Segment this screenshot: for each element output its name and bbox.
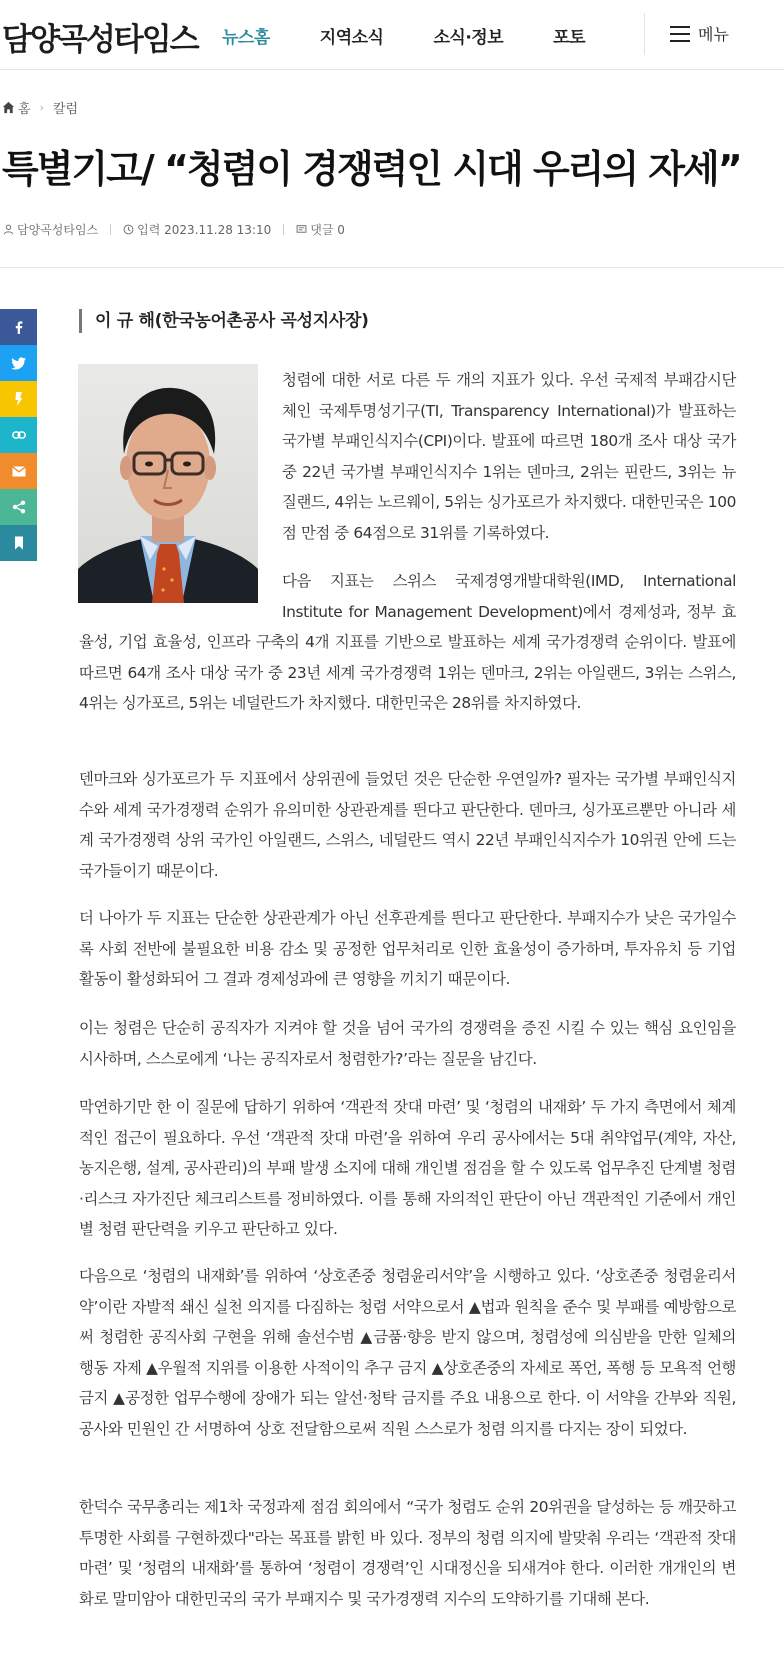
- share-twitter-button[interactable]: [0, 345, 37, 381]
- breadcrumb-separator: ›: [39, 101, 44, 114]
- breadcrumb-home[interactable]: 홈: [18, 102, 31, 117]
- facebook-icon: [12, 320, 26, 334]
- nav-item-photo[interactable]: 포토: [553, 27, 585, 48]
- share-more-button[interactable]: [0, 489, 37, 525]
- share-facebook-button[interactable]: [0, 309, 37, 345]
- user-icon: [3, 224, 14, 235]
- article-paragraph: 청렴에 대한 서로 다른 두 개의 지표가 있다. 우선 국제적 부패감시단체인 국제투명성기구(TI, Transparency International)가 발표하는 국가별 부패인식지수(CPI)이다. 발표에 따르면 180개 조사 대상 국가 중 22년 국가별 부패인식지수 1위는 덴마크, 2위는 핀란드, 3위는 뉴질랜드, 4위는 노르웨이, 5위는 싱가포르가 차지했다. 대한민국은 100점 만점 중 64점으로 31위를 기록하였다.: [282, 371, 736, 542]
- share-link-button[interactable]: [0, 417, 37, 453]
- hamburger-icon: [670, 26, 690, 42]
- article-paragraph: [79, 566, 736, 719]
- breadcrumb-section[interactable]: 칼럼: [52, 102, 79, 117]
- meta-comments[interactable]: [296, 221, 345, 238]
- nav-item-news-info[interactable]: 소식·정보: [433, 27, 504, 48]
- article-title: 특별기고/ “청렴이 경쟁력인 시대 우리의 자세”: [2, 147, 741, 191]
- article-paragraph: 막연하기만 한 이 질문에 답하기 위하여 ‘객관적 잣대 마련’ 및 ‘청렴의 내재화’ 두 가지 측면에서 체계적인 접근이 필요하다. 우선 ‘객관적 잣대 마련’을 위하여 우리 공사에서는 5대 취약업무(계약, 자산, 농지은행, 설계, 공사관리)의 부패 발생 소지에 대해 개인별 점검을 할 수 있도록 업무추진 단계별 청렴·리스크 자가진단 체크리스트를 정비하였다. 이를 통해 자의적인 판단이 아닌 객관적인 기준에서 개인별 청렴 판단력을 키우고 판단하고 있다.: [79, 1098, 736, 1238]
- menu-button[interactable]: [670, 22, 729, 45]
- site-header: [0, 0, 784, 70]
- bookmark-icon: [14, 536, 24, 550]
- share-bar: [0, 309, 37, 561]
- clock-icon: [123, 224, 134, 235]
- meta-date: [123, 221, 271, 238]
- home-icon: [2, 101, 15, 114]
- article-paragraph: 이는 청렴은 단순히 공직자가 지켜야 할 것을 넘어 국가의 경쟁력을 증진 시킬 수 있는 핵심 요인임을 시사하며, 스스로에게 ‘나는 공직자로서 청렴한가?’라는 질문을 남긴다.: [79, 1019, 736, 1068]
- meta-separator: [283, 224, 284, 235]
- nav-item-news-home[interactable]: 뉴스홈: [222, 27, 270, 48]
- kakaostory-icon: [14, 391, 24, 407]
- breadcrumb: [2, 98, 78, 117]
- meta-author: [3, 221, 98, 238]
- site-logo[interactable]: 담양곡성타임스: [2, 22, 198, 58]
- main-nav: [222, 0, 635, 70]
- share-kakaostory-button[interactable]: [0, 381, 37, 417]
- share-icon: [12, 500, 26, 514]
- twitter-icon: [11, 357, 26, 370]
- article-paragraph: 다음으로 ‘청렴의 내재화’를 위하여 ‘상호존중 청렴윤리서약’을 시행하고 있다. ‘상호존중 청렴윤리서약’이란 자발적 쇄신 실천 의지를 다짐하는 청렴 서약으로서 ▲법과 원칙을 준수 및 부패를 예방함으로써 청렴한 공직사회 구현을 위해 솔선수범 ▲금품·향응 받지 않으며, 청렴성에 의심받을 만한 일체의 행동 자제 ▲우월적 지위를 이용한 사적이익 추구 금지 ▲상호존중의 자세로 폭언, 폭행 등 모욕적 언행 금지 ▲공정한 업무수행에 장애가 되는 알선·청탁 금지를 주요 내용으로 한다. 이 서약을 간부와 직원, 공사와 민원인 간 서명하여 상호 전달함으로써 직원 스스로가 청렴 의지를 다지는 장이 되었다.: [79, 1267, 736, 1438]
- menu-label: 메뉴: [698, 25, 729, 44]
- article-paragraph: 한덕수 국무총리는 제1차 국정과제 점검 회의에서 “국가 청렴도 순위 20위권을 달성하는 등 깨끗하고 투명한 사회를 구현하겠다"라는 목표를 밝힌 바 있다. 정부의 청렴 의지에 발맞춰 우리는 ‘객관적 잣대 마련’ 및 ‘청렴의 내재화’를 통하여 ‘청렴이 경쟁력’인 시대정신을 되새겨야 한다. 이러한 개개인의 변화로 말미암아 대한민국의 국가 부패지수 및 국가경쟁력 지수의 도약하기를 기대해 본다.: [79, 1498, 736, 1608]
- bookmark-button[interactable]: [0, 525, 37, 561]
- article-paragraph-text: 다음 지표는 스위스 국제경영개발대학원(IMD, International Institute for Management Development)에서 경제성과, 정부 효율성, 기업 효율성, 인프라 구축의 4개 지표를 기반으로 발표하는 세계 국가경쟁력 순위이다. 발표에 따르면 64개 조사 대상 국가 중 23년 세계 국가경쟁력 1위는 덴마크, 2위는 아일랜드, 3위는 스위스, 4위는 싱가포르, 5위는 네덜란드가 차지했다. 대한민국은 28위를 차지하였다.: [79, 572, 736, 712]
- article-byline: 이 규 해(한국농어촌공사 곡성지사장): [79, 309, 369, 333]
- photo-float-space: [79, 566, 282, 627]
- publish-date: 입력 2023.11.28 13:10: [137, 223, 272, 237]
- nav-divider: [644, 13, 645, 55]
- article-paragraph: 덴마크와 싱가포르가 두 지표에서 상위권에 들었던 것은 단순한 우연일까? 필자는 국가별 부패인식지수와 세계 국가경쟁력 순위가 유의미한 상관관계를 띈다고 판단한다. 덴마크, 싱가포르뿐만 아니라 세계 국가경쟁력 상위 국가인 아일랜드, 스위스, 네덜란드 역시 22년 부패인식지수가 10위권 안에 드는 국가들이기 때문이다.: [79, 770, 736, 880]
- article-paragraph: 더 나아가 두 지표는 단순한 상관관계가 아닌 선후관계를 띈다고 판단한다. 부패지수가 낮은 국가일수록 사회 전반에 불필요한 비용 감소 및 공정한 업무처리로 인한 효율성이 증가하며, 투자유치 등 기업활동이 활성화되어 그 결과 경제성과에 큰 영향을 끼치기 때문이다.: [79, 909, 736, 988]
- author-name: 담양곡성타임스: [17, 223, 99, 237]
- nav-item-local-news[interactable]: 지역소식: [319, 27, 384, 48]
- link-icon: [12, 430, 26, 440]
- header-rule: [0, 267, 784, 268]
- meta-separator: [110, 224, 111, 235]
- comment-count: 댓글 0: [310, 223, 345, 237]
- share-email-button[interactable]: [0, 453, 37, 489]
- comment-icon: [296, 224, 307, 235]
- article-meta: [3, 221, 345, 238]
- email-icon: [12, 466, 26, 477]
